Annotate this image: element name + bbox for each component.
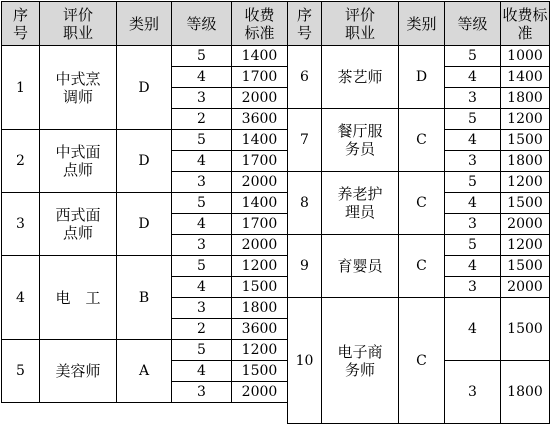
level-cell [445,46,501,67]
header-job-text: 职业 [62,23,93,42]
fee-cell [501,151,550,172]
fee-cell [501,361,550,424]
header-fee-text: 收费 [244,5,275,24]
level-cell [445,214,501,235]
fee-cell-text: 1800 [507,384,543,400]
job-cell [322,46,399,109]
fee-cell [232,67,288,88]
seq-cell [288,172,322,235]
category-cell [399,109,445,172]
category-cell-text: D [415,69,428,85]
job-cell-text: 茶艺师 [337,68,383,86]
category-cell-text: B [138,289,150,306]
level-cell-text: 5 [197,48,206,64]
fee-cell [501,277,550,298]
category-cell [117,193,172,256]
level-cell-text: 4 [468,258,477,274]
level-cell-text: 4 [468,195,477,211]
category-cell [399,172,445,235]
fee-cell-text: 1500 [507,195,543,211]
header-cat-text: 类别 [128,14,159,33]
job-cell [40,256,117,340]
level-cell-text: 2 [197,321,206,337]
fee-cell-text: 3600 [241,111,278,127]
level-cell [172,88,232,109]
category-cell-text: D [138,153,150,169]
fee-cell [232,88,288,109]
level-cell [172,109,232,130]
level-cell [445,298,501,361]
category-cell-text: C [416,195,427,211]
fee-cell-text: 1200 [507,111,543,127]
level-cell-text: 3 [197,384,206,400]
fee-cell-text: 1000 [507,48,543,64]
fee-cell [501,256,550,277]
level-cell [172,319,232,340]
table-row [2,46,550,67]
fee-cell [232,298,288,319]
level-cell-text: 5 [468,174,477,190]
level-cell [172,340,232,361]
fee-cell-text: 1800 [507,153,543,169]
level-cell [445,109,501,130]
seq-cell [288,235,322,298]
fee-cell [232,151,288,172]
level-cell-text: 4 [197,153,206,169]
job-cell [322,235,399,298]
table-row [2,256,550,277]
level-cell [445,67,501,88]
level-cell-text: 5 [197,195,206,211]
level-cell [445,151,501,172]
level-cell [172,46,232,67]
fee-cell-text: 1400 [241,195,278,211]
header-level-text: 等级 [186,14,217,33]
job-cell [40,130,117,193]
seq-cell-text: 10 [295,352,314,369]
fee-cell [501,67,550,88]
category-cell-text: D [138,79,150,96]
fee-cell-text: 1200 [241,342,278,358]
level-cell [445,235,501,256]
header-fee-text: 标准 [244,23,275,42]
fee-cell-text: 1700 [241,216,278,232]
level-cell-text: 4 [197,69,206,85]
seq-cell-text: 5 [16,363,25,379]
fee-cell [232,214,288,235]
job-cell-text: 养老护 [337,185,383,203]
seq-cell [288,298,322,424]
fee-cell-text: 1200 [241,258,278,274]
level-cell-text: 3 [468,384,477,400]
fee-cell-text: 1500 [507,132,543,148]
seq-cell-text: 9 [300,258,309,274]
category-cell-text: C [416,258,427,274]
job-cell-text: 西式面 [55,206,101,224]
category-cell [117,340,172,403]
header-job [40,2,117,46]
fee-cell [501,46,550,67]
job-cell [40,193,117,256]
level-cell-text: 4 [468,132,477,148]
fee-cell [501,88,550,109]
seq-cell [2,340,40,403]
seq-cell [2,193,40,256]
job-cell-text: 中式面 [55,143,101,161]
level-cell [172,256,232,277]
level-cell [172,277,232,298]
level-cell [445,277,501,298]
seq-cell-text: 3 [16,216,25,232]
fee-cell-text: 1400 [241,48,278,64]
header-job-2-text: 评价 [344,5,375,24]
header-level-2 [445,2,501,46]
category-cell [117,46,172,130]
fee-cell-text: 1500 [507,321,543,337]
level-cell-text: 4 [197,216,206,232]
fee-cell-text: 1200 [507,174,543,190]
fee-cell-text: 2000 [241,384,278,400]
job-cell-text: 调师 [62,87,93,106]
fee-cell-text: 1400 [241,132,278,148]
header-job-2-text: 职业 [344,23,375,42]
job-cell-text: 餐厅服 [337,122,383,140]
category-cell [399,235,445,298]
fee-cell [501,298,550,361]
fee-cell [232,256,288,277]
fee-cell-text: 1500 [241,363,278,379]
job-cell-text: 电子商 [337,342,383,361]
seq-cell-text: 7 [300,132,309,148]
job-cell-text: 中式烹 [55,69,101,88]
header-cat [117,2,172,46]
header-fee-2-text: 准 [517,23,533,42]
level-cell-text: 3 [468,216,477,232]
seq-cell-text: 8 [300,195,309,211]
header-job-2 [322,2,399,46]
category-cell-text: C [416,132,427,148]
job-cell-text: 理员 [344,203,375,221]
header-seq-2 [288,2,322,46]
fee-cell [501,193,550,214]
job-cell-text: 务师 [344,360,375,379]
level-cell [172,67,232,88]
fee-cell-text: 1200 [507,237,543,253]
fee-cell [501,109,550,130]
level-cell-text: 5 [197,342,206,358]
category-cell-text: A [138,363,150,379]
category-cell [399,46,445,109]
job-cell-text: 育婴员 [337,257,383,275]
seq-cell [2,46,40,130]
seq-cell-text: 2 [16,153,25,169]
fee-cell-text: 3600 [241,321,278,337]
level-cell [172,172,232,193]
level-cell-text: 5 [468,48,477,64]
fee-cell [232,340,288,361]
seq-cell [2,256,40,340]
header-seq [2,2,40,46]
job-cell [322,172,399,235]
level-cell-text: 4 [468,69,477,85]
header-fee-2 [501,2,550,46]
category-cell-text: D [138,216,150,232]
table-row [2,193,550,214]
level-cell-text: 3 [197,300,206,316]
level-cell-text: 3 [197,90,206,106]
seq-cell [288,46,322,109]
job-cell [40,46,117,130]
fee-cell [501,235,550,256]
level-cell [172,361,232,382]
header-job-text: 评价 [62,5,93,24]
level-cell [445,193,501,214]
level-cell-text: 3 [197,237,206,253]
fee-cell-text: 1800 [507,90,543,106]
level-cell [445,361,501,424]
level-cell-text: 4 [197,363,206,379]
level-cell-text: 2 [197,111,206,127]
header-fee [232,2,288,46]
table-row [2,130,550,151]
header-seq-text: 号 [12,23,28,42]
fee-cell [232,235,288,256]
level-cell [445,130,501,151]
fee-cell [232,172,288,193]
level-cell [172,382,232,403]
job-cell-text: 电 工 [55,288,101,307]
category-cell [117,256,172,340]
header-row [2,2,550,46]
fee-cell-text: 1500 [241,279,278,295]
fee-cell [232,361,288,382]
fee-cell-text: 1800 [241,300,278,316]
level-cell-text: 5 [197,258,206,274]
level-cell-text: 5 [468,111,477,127]
fee-cell-text: 1400 [507,69,543,85]
fee-cell [232,319,288,340]
level-cell [172,214,232,235]
fee-cell-text: 1500 [507,258,543,274]
seq-cell-text: 4 [16,289,25,306]
fee-cell [232,382,288,403]
job-cell-text: 点师 [62,161,93,179]
fee-cell [501,172,550,193]
level-cell [172,193,232,214]
fee-cell [232,46,288,67]
job-cell [40,340,117,403]
fee-cell [501,130,550,151]
fee-cell-text: 1700 [241,153,278,169]
level-cell [445,88,501,109]
fee-cell-text: 2000 [241,174,278,190]
fee-cell-text: 2000 [507,279,543,295]
seq-cell [288,109,322,172]
fee-cell [232,277,288,298]
category-cell-text: C [416,352,427,369]
seq-cell [2,130,40,193]
fee-cell [232,130,288,151]
level-cell [172,298,232,319]
category-cell [117,130,172,193]
level-cell-text: 3 [468,279,477,295]
fee-cell-text: 2000 [241,237,278,253]
level-cell [172,151,232,172]
header-cat-2-text: 类别 [406,14,437,33]
fee-cell [232,109,288,130]
job-cell-text: 点师 [62,224,93,242]
job-cell-text: 务员 [344,140,375,158]
level-cell-text: 3 [197,174,206,190]
level-cell-text: 4 [197,279,206,295]
category-cell [399,298,445,424]
level-cell-text: 5 [197,132,206,148]
fee-cell-text: 2000 [507,216,543,232]
header-cat-2 [399,2,445,46]
level-cell-text: 3 [468,90,477,106]
header-seq-text: 序 [12,5,28,24]
level-cell [445,256,501,277]
header-fee-2-text: 收费标 [502,5,548,24]
job-cell [322,298,399,424]
level-cell [172,235,232,256]
job-cell-text: 美容师 [55,362,101,380]
header-seq-2-text: 序 [296,5,312,24]
level-cell-text: 5 [468,237,477,253]
level-cell [172,130,232,151]
job-cell [322,109,399,172]
level-cell [445,172,501,193]
fee-cell-text: 1700 [241,69,278,85]
header-level [172,2,232,46]
fee-cell [501,214,550,235]
header-seq-2-text: 号 [296,23,312,42]
fee-table [1,1,550,424]
seq-cell-text: 6 [300,69,309,85]
header-level-2-text: 等级 [457,14,488,33]
level-cell-text: 4 [468,321,477,337]
seq-cell-text: 1 [16,79,25,96]
fee-cell-text: 2000 [241,90,278,106]
fee-cell [232,193,288,214]
level-cell-text: 3 [468,153,477,169]
